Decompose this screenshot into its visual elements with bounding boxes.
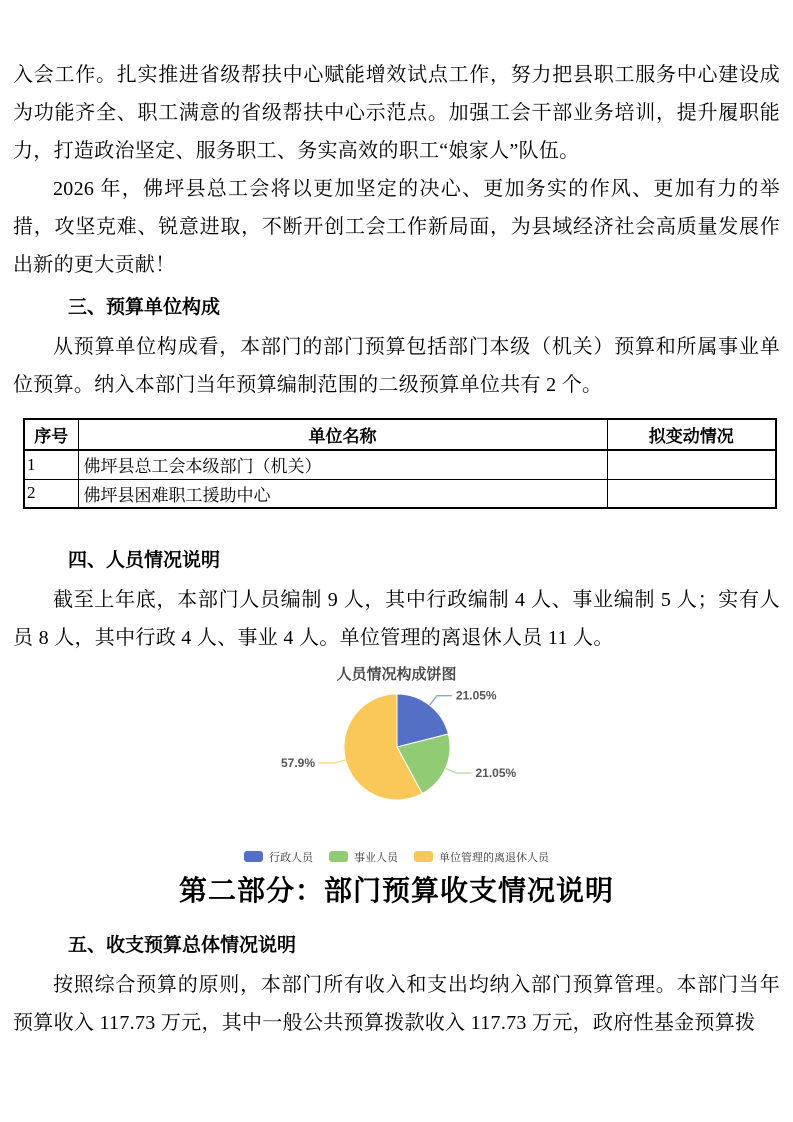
section-4-body: 截至上年底，本部门人员编制 9 人，其中行政编制 4 人、事业编制 5 人；实有人员 8 人，其中行政 4 人、事业 4 人。单位管理的离退休人员 11 人。 <box>13 589 780 649</box>
legend-label: 行政人员 <box>269 851 313 864</box>
section-heading-4: 四、人员情况说明 <box>68 550 221 571</box>
section-heading-3: 三、预算单位构成 <box>68 297 221 318</box>
pie-percent-label: 21.05% <box>455 688 497 703</box>
legend-label: 单位管理的离退休人员 <box>439 851 549 864</box>
table-row <box>24 450 776 479</box>
paragraph-continuation: 入会工作。扎实推进省级帮扶中心赋能增效试点工作，努力把县职工服务中心建设成为功能齐全、职工满意的省级帮扶中心示范点。加强工会干部业务培训，提升履职能力，打造政治坚定、服务职工、务实高效的职工“娘家人”队伍。 <box>13 64 780 162</box>
chart-legend <box>13 849 780 864</box>
legend-swatch-icon <box>244 851 263 862</box>
table-header-row <box>24 419 776 450</box>
budget-units-table <box>23 418 777 509</box>
personnel-pie-chart <box>13 665 780 864</box>
pie-percent-label: 21.05% <box>475 766 516 781</box>
legend-label: 事业人员 <box>354 851 398 864</box>
part-2-title: 第二部分：部门预算收支情况说明 <box>178 875 614 906</box>
section-5-body: 按照综合预算的原则，本部门所有收入和支出均纳入部门预算管理。本部门当年预算收入 117.73 万元，其中一般公共预算拨款收入 117.73 万元，政府性基金预算拨 <box>13 974 780 1034</box>
legend-item <box>414 849 549 865</box>
section-heading-5: 五、收支预算总体情况说明 <box>68 935 297 956</box>
cell-unit-name: 佛坪县困难职工援助中心 <box>78 479 607 508</box>
cell-unit-name: 佛坪县总工会本级部门（机关） <box>78 450 607 479</box>
section-3-body: 从预算单位构成看，本部门的部门预算包括部门本级（机关）预算和所属事业单位预算。纳入本部门当年预算编制范围的二级预算单位共有 2 个。 <box>13 336 780 396</box>
cell-index: 1 <box>24 450 78 479</box>
cell-change <box>607 450 776 479</box>
pie-label-line <box>445 768 471 773</box>
paragraph-2026-outlook: 2026 年，佛坪县总工会将以更加坚定的决心、更加务实的作风、更加有力的举措，攻坚克难、锐意进取，不断开创工会工作新局面，为县域经济社会高质量发展作出新的更大贡献！ <box>13 178 780 276</box>
legend-swatch-icon <box>414 851 433 862</box>
table-row <box>24 479 776 508</box>
pie-label-line <box>429 696 451 706</box>
pie-chart-svg <box>217 685 577 815</box>
cell-change <box>607 479 776 508</box>
pie-label-line <box>319 760 346 763</box>
legend-item <box>329 849 398 865</box>
legend-swatch-icon <box>329 851 348 862</box>
header-unit-name: 单位名称 <box>78 419 607 450</box>
legend-item <box>244 849 313 865</box>
pie-percent-label: 57.9% <box>280 756 315 770</box>
cell-index: 2 <box>24 479 78 508</box>
header-index: 序号 <box>24 419 78 450</box>
header-proposed-change: 拟变动情况 <box>607 419 776 450</box>
chart-title: 人员情况构成饼图 <box>336 666 457 683</box>
